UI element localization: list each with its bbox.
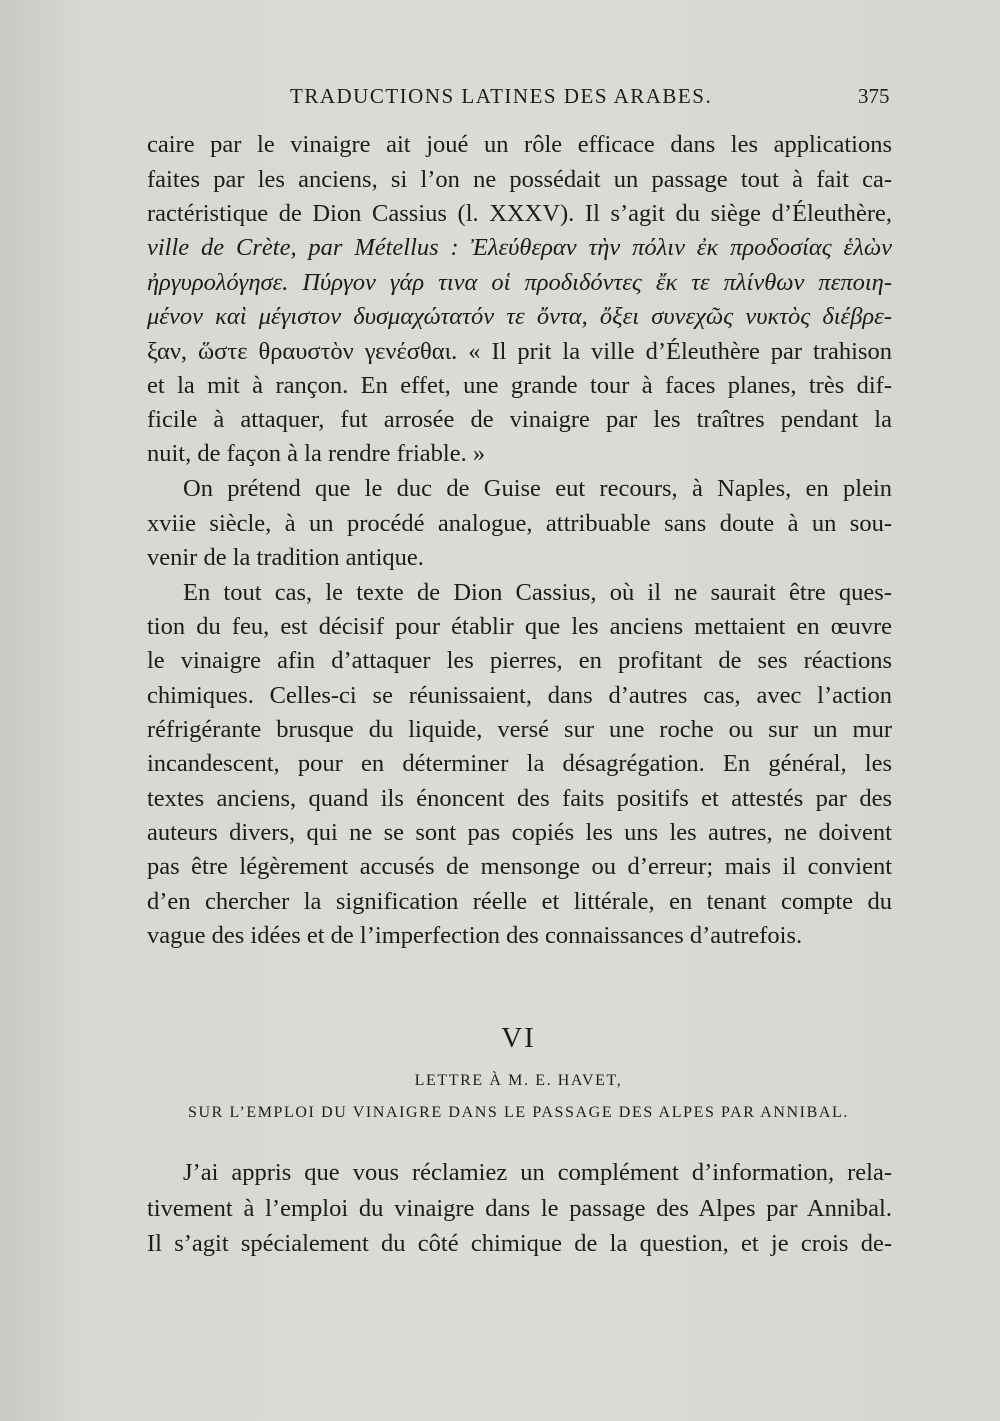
body-line: xviie siècle, à un procédé analogue, attribuable sans doute à un sou- <box>147 510 892 537</box>
body-line: μένον καὶ μέγιστον δυσμαχώτατόν τε ὄντα, ὄξει συνεχῶς νυκτὸς διέβρε- <box>147 303 892 330</box>
body-line: ficile à attaquer, fut arrosée de vinaigre par les traîtres pendant la <box>147 406 892 433</box>
body-line: ξαν, ὥστε θραυστὸν γενέσθαι. « Il prit la ville d’Éleuthère par trahison <box>147 338 892 365</box>
body-line: le vinaigre afin d’attaquer les pierres, en profitant de ses réactions <box>147 647 892 674</box>
letter-line: J’ai appris que vous réclamiez un complément d’information, rela- <box>183 1159 892 1186</box>
body-line: auteurs divers, qui ne se sont pas copiés les uns les autres, ne doivent <box>147 819 892 846</box>
body-line: caire par le vinaigre ait joué un rôle efficace dans les applications <box>147 131 892 158</box>
body-line: vague des idées et de l’imperfection des connaissances d’autrefois. <box>147 922 803 949</box>
body-line: pas être légèrement accusés de mensonge ou d’erreur; mais il convient <box>147 853 892 880</box>
letter-line: Il s’agit spécialement du côté chimique de la question, et je crois de- <box>147 1230 892 1257</box>
running-head <box>0 84 1000 114</box>
body-line: chimiques. Celles-ci se réunissaient, dans d’autres cas, avec l’action <box>147 682 892 709</box>
section-heading: LETTRE À M. E. HAVET, <box>414 1072 623 1089</box>
body-line: tion du feu, est décisif pour établir que les anciens mettaient en œuvre <box>147 613 892 640</box>
body-line: ractéristique de Dion Cassius (l. XXXV). Il s’agit du siège d’Éleuthère, <box>147 200 892 227</box>
body-line: ville de Crète, par Métellus : Ἐλεύθεραν τὴν πόλιν ἐκ προδοσίας ἑλὼν <box>147 234 892 261</box>
page-number: 375 <box>858 84 890 108</box>
body-line: faites par les anciens, si l’on ne possédait un passage tout à fait ca- <box>147 166 892 193</box>
body-line: réfrigérante brusque du liquide, versé sur une roche ou sur un mur <box>147 716 892 743</box>
body-line: textes anciens, quand ils énoncent des faits positifs et attestés par des <box>147 785 892 812</box>
section-subheading: SUR L’EMPLOI DU VINAIGRE DANS LE PASSAGE DES ALPES PAR ANNIBAL. <box>187 1104 850 1121</box>
body-line: d’en chercher la signification réelle et littérale, en tenant compte du <box>147 888 892 915</box>
letter-line: tivement à l’emploi du vinaigre dans le passage des Alpes par Annibal. <box>147 1195 892 1222</box>
body-line: ἠργυρολόγησε. Πύργον γάρ τινα οἱ προδιδόντες ἔκ τε πλίνθων πεποιη- <box>147 269 892 296</box>
body-line: nuit, de façon à la rendre friable. » <box>147 440 486 467</box>
body-line: et la mit à rançon. En effet, une grande tour à faces planes, très dif- <box>147 372 892 399</box>
body-line: En tout cas, le texte de Dion Cassius, où il ne saurait être ques- <box>183 579 892 606</box>
running-head-title: TRADUCTIONS LATINES DES ARABES. <box>290 84 713 108</box>
body-line: incandescent, pour en déterminer la désagrégation. En général, les <box>147 750 892 777</box>
section-number: VI <box>501 1022 536 1054</box>
body-line: venir de la tradition antique. <box>147 544 424 571</box>
body-line: On prétend que le duc de Guise eut recours, à Naples, en plein <box>183 475 892 502</box>
